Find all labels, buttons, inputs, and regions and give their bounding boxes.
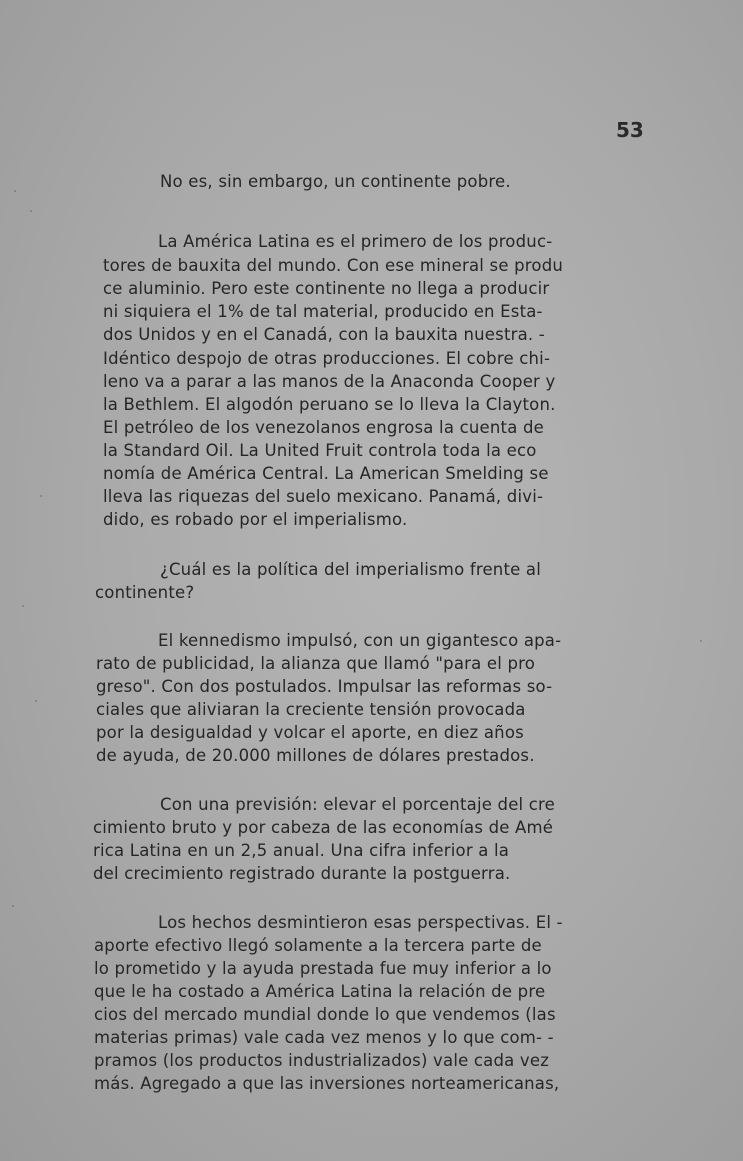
text-line: El petróleo de los venezolanos engrosa la cuenta de: [103, 418, 544, 437]
text-line: dos Unidos y en el Canadá, con la bauxita nuestra. -: [103, 325, 545, 344]
text-line: cimiento bruto y por cabeza de las economías de Amé: [93, 818, 554, 837]
text-line: la Bethlem. El algodón peruano se lo lleva la Clayton.: [103, 395, 556, 414]
text-line: greso". Con dos postulados. Impulsar las reformas so-: [96, 677, 553, 696]
text-line: rato de publicidad, la alianza que llamó "para el pro: [96, 654, 536, 673]
text-line: lo prometido y la ayuda prestada fue muy inferior a lo: [94, 959, 552, 978]
text-line: El kennedismo impulsó, con un gigantesco apa-: [158, 631, 562, 650]
text-line: nomía de América Central. La American Smelding se: [103, 464, 549, 483]
text-line: Idéntico despojo de otras producciones. El cobre chi-: [103, 349, 551, 368]
text-line: dido, es robado por el imperialismo.: [103, 510, 408, 529]
text-line: rica Latina en un 2,5 anual. Una cifra inferior a la: [93, 841, 510, 860]
text-line: más. Agregado a que las inversiones norteamericanas,: [94, 1074, 560, 1093]
text-line: lleva las riquezas del suelo mexicano. Panamá, divi-: [103, 487, 544, 506]
text-line: de ayuda, de 20.000 millones de dólares prestados.: [96, 746, 535, 765]
text-line: ce aluminio. Pero este continente no llega a producir: [103, 279, 550, 298]
text-line: ¿Cuál es la política del imperialismo frente al: [160, 560, 542, 579]
text-line: del crecimiento registrado durante la postguerra.: [93, 864, 511, 883]
text-line: Los hechos desmintieron esas perspectivas. El -: [158, 913, 563, 932]
text-line: ni siquiera el 1% de tal material, producido en Esta-: [103, 302, 543, 321]
text-line: ciales que aliviaran la creciente tensión provocada: [96, 700, 526, 719]
text-line: pramos (los productos industrializados) vale cada vez: [94, 1051, 550, 1070]
text-line: aporte efectivo llegó solamente a la tercera parte de: [94, 936, 542, 955]
text-line: la Standard Oil. La United Fruit controla toda la eco: [103, 441, 537, 460]
text-line: La América Latina es el primero de los produc-: [158, 232, 553, 251]
text-line: tores de bauxita del mundo. Con ese mineral se produ: [103, 256, 564, 275]
text-line: No es, sin embargo, un continente pobre.: [160, 172, 511, 191]
page-number: 53: [616, 118, 644, 142]
text-line: cios del mercado mundial donde lo que vendemos (las: [94, 1005, 556, 1024]
text-line: Con una previsión: elevar el porcentaje del cre: [160, 795, 556, 814]
text-line: continente?: [95, 583, 195, 602]
text-line: que le ha costado a América Latina la relación de pre: [94, 982, 546, 1001]
text-line: por la desigualdad y volcar el aporte, en diez años: [96, 723, 524, 742]
text-line: materias primas) vale cada vez menos y lo que com- -: [94, 1028, 554, 1047]
text-line: leno va a parar a las manos de la Anaconda Cooper y: [103, 372, 556, 391]
